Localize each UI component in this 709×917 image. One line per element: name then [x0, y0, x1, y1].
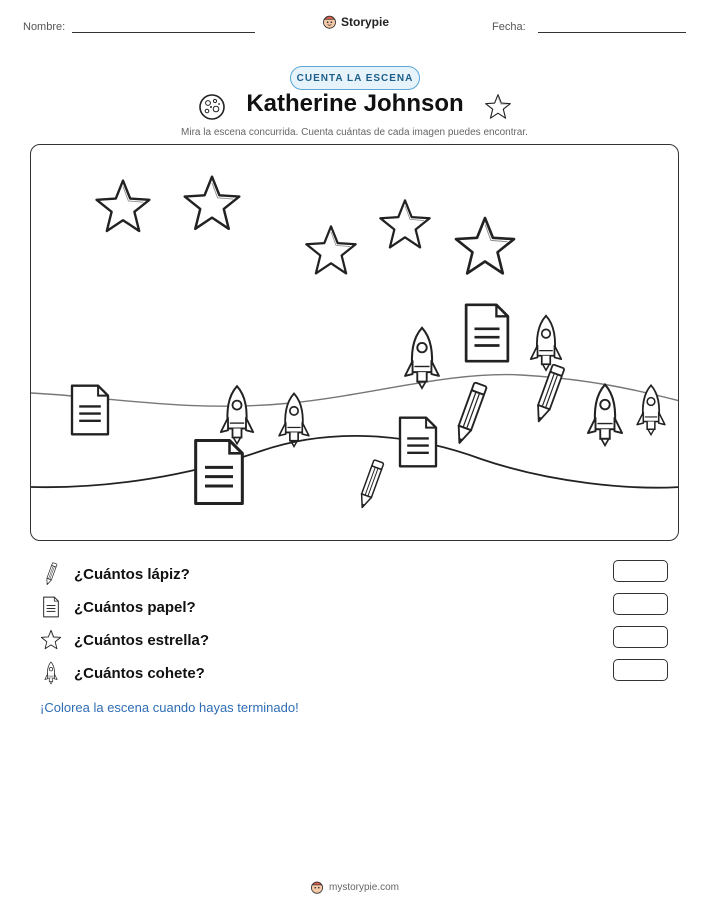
instructions: Mira la escena concurrida. Cuenta cuántas de cada imagen puedes encontrar. — [181, 127, 528, 138]
footer — [0, 880, 709, 894]
star-icon — [40, 628, 62, 652]
question-text: ¿Cuántos estrella? — [74, 631, 210, 649]
question-star — [40, 628, 209, 652]
question-text: ¿Cuántos papel? — [74, 598, 196, 616]
back-hill — [31, 375, 679, 407]
name-label: Nombre: — [23, 21, 66, 33]
question-text: ¿Cuántos lápiz? — [74, 565, 190, 583]
answer-box-star[interactable] — [613, 626, 668, 648]
question-pencil — [40, 562, 190, 586]
scene-pencil — [453, 382, 487, 445]
name-line[interactable] — [72, 32, 255, 33]
brand-name: Storypie — [341, 14, 390, 29]
scene-star — [185, 177, 240, 229]
coloring-note: ¡Colorea la escena cuando hayas terminado! — [40, 700, 299, 715]
scene-canvas — [31, 145, 679, 541]
pencil-icon — [40, 562, 62, 586]
scene-star — [456, 218, 514, 273]
scene-star — [97, 181, 150, 231]
date-line[interactable] — [538, 32, 686, 33]
counting-scene — [30, 144, 679, 541]
footer-site[interactable]: mystorypie.com — [328, 881, 399, 893]
activity-badge: CUENTA LA ESCENA — [290, 66, 420, 90]
front-hill — [31, 436, 679, 488]
storypie-mascot-icon — [310, 880, 324, 894]
answer-box-pencil[interactable] — [613, 560, 668, 582]
question-rocket — [40, 661, 205, 685]
storypie-mascot-icon — [322, 14, 337, 29]
date-label: Fecha: — [492, 21, 526, 33]
paper-icon — [40, 595, 62, 619]
scene-paper — [400, 418, 436, 467]
title-star-icon — [484, 93, 512, 121]
scene-paper — [72, 386, 108, 435]
scene-paper — [196, 441, 243, 504]
answer-box-paper[interactable] — [613, 593, 668, 615]
scene-rocket — [588, 385, 622, 446]
scene-paper — [466, 305, 508, 361]
scene-star — [380, 200, 429, 247]
scene-star — [306, 226, 355, 273]
rocket-icon — [40, 661, 62, 685]
answer-box-rocket[interactable] — [613, 659, 668, 681]
moon-icon — [198, 93, 226, 121]
scene-rocket — [531, 316, 562, 370]
scene-pencil — [533, 364, 565, 423]
scene-rocket — [637, 385, 665, 434]
storypie-logo — [322, 14, 389, 29]
question-text: ¿Cuántos cohete? — [74, 664, 205, 682]
scene-pencil — [357, 460, 384, 510]
page-title: Katherine Johnson — [246, 90, 464, 117]
scene-rocket — [221, 386, 253, 444]
question-paper — [40, 595, 196, 619]
scene-rocket — [405, 328, 439, 388]
